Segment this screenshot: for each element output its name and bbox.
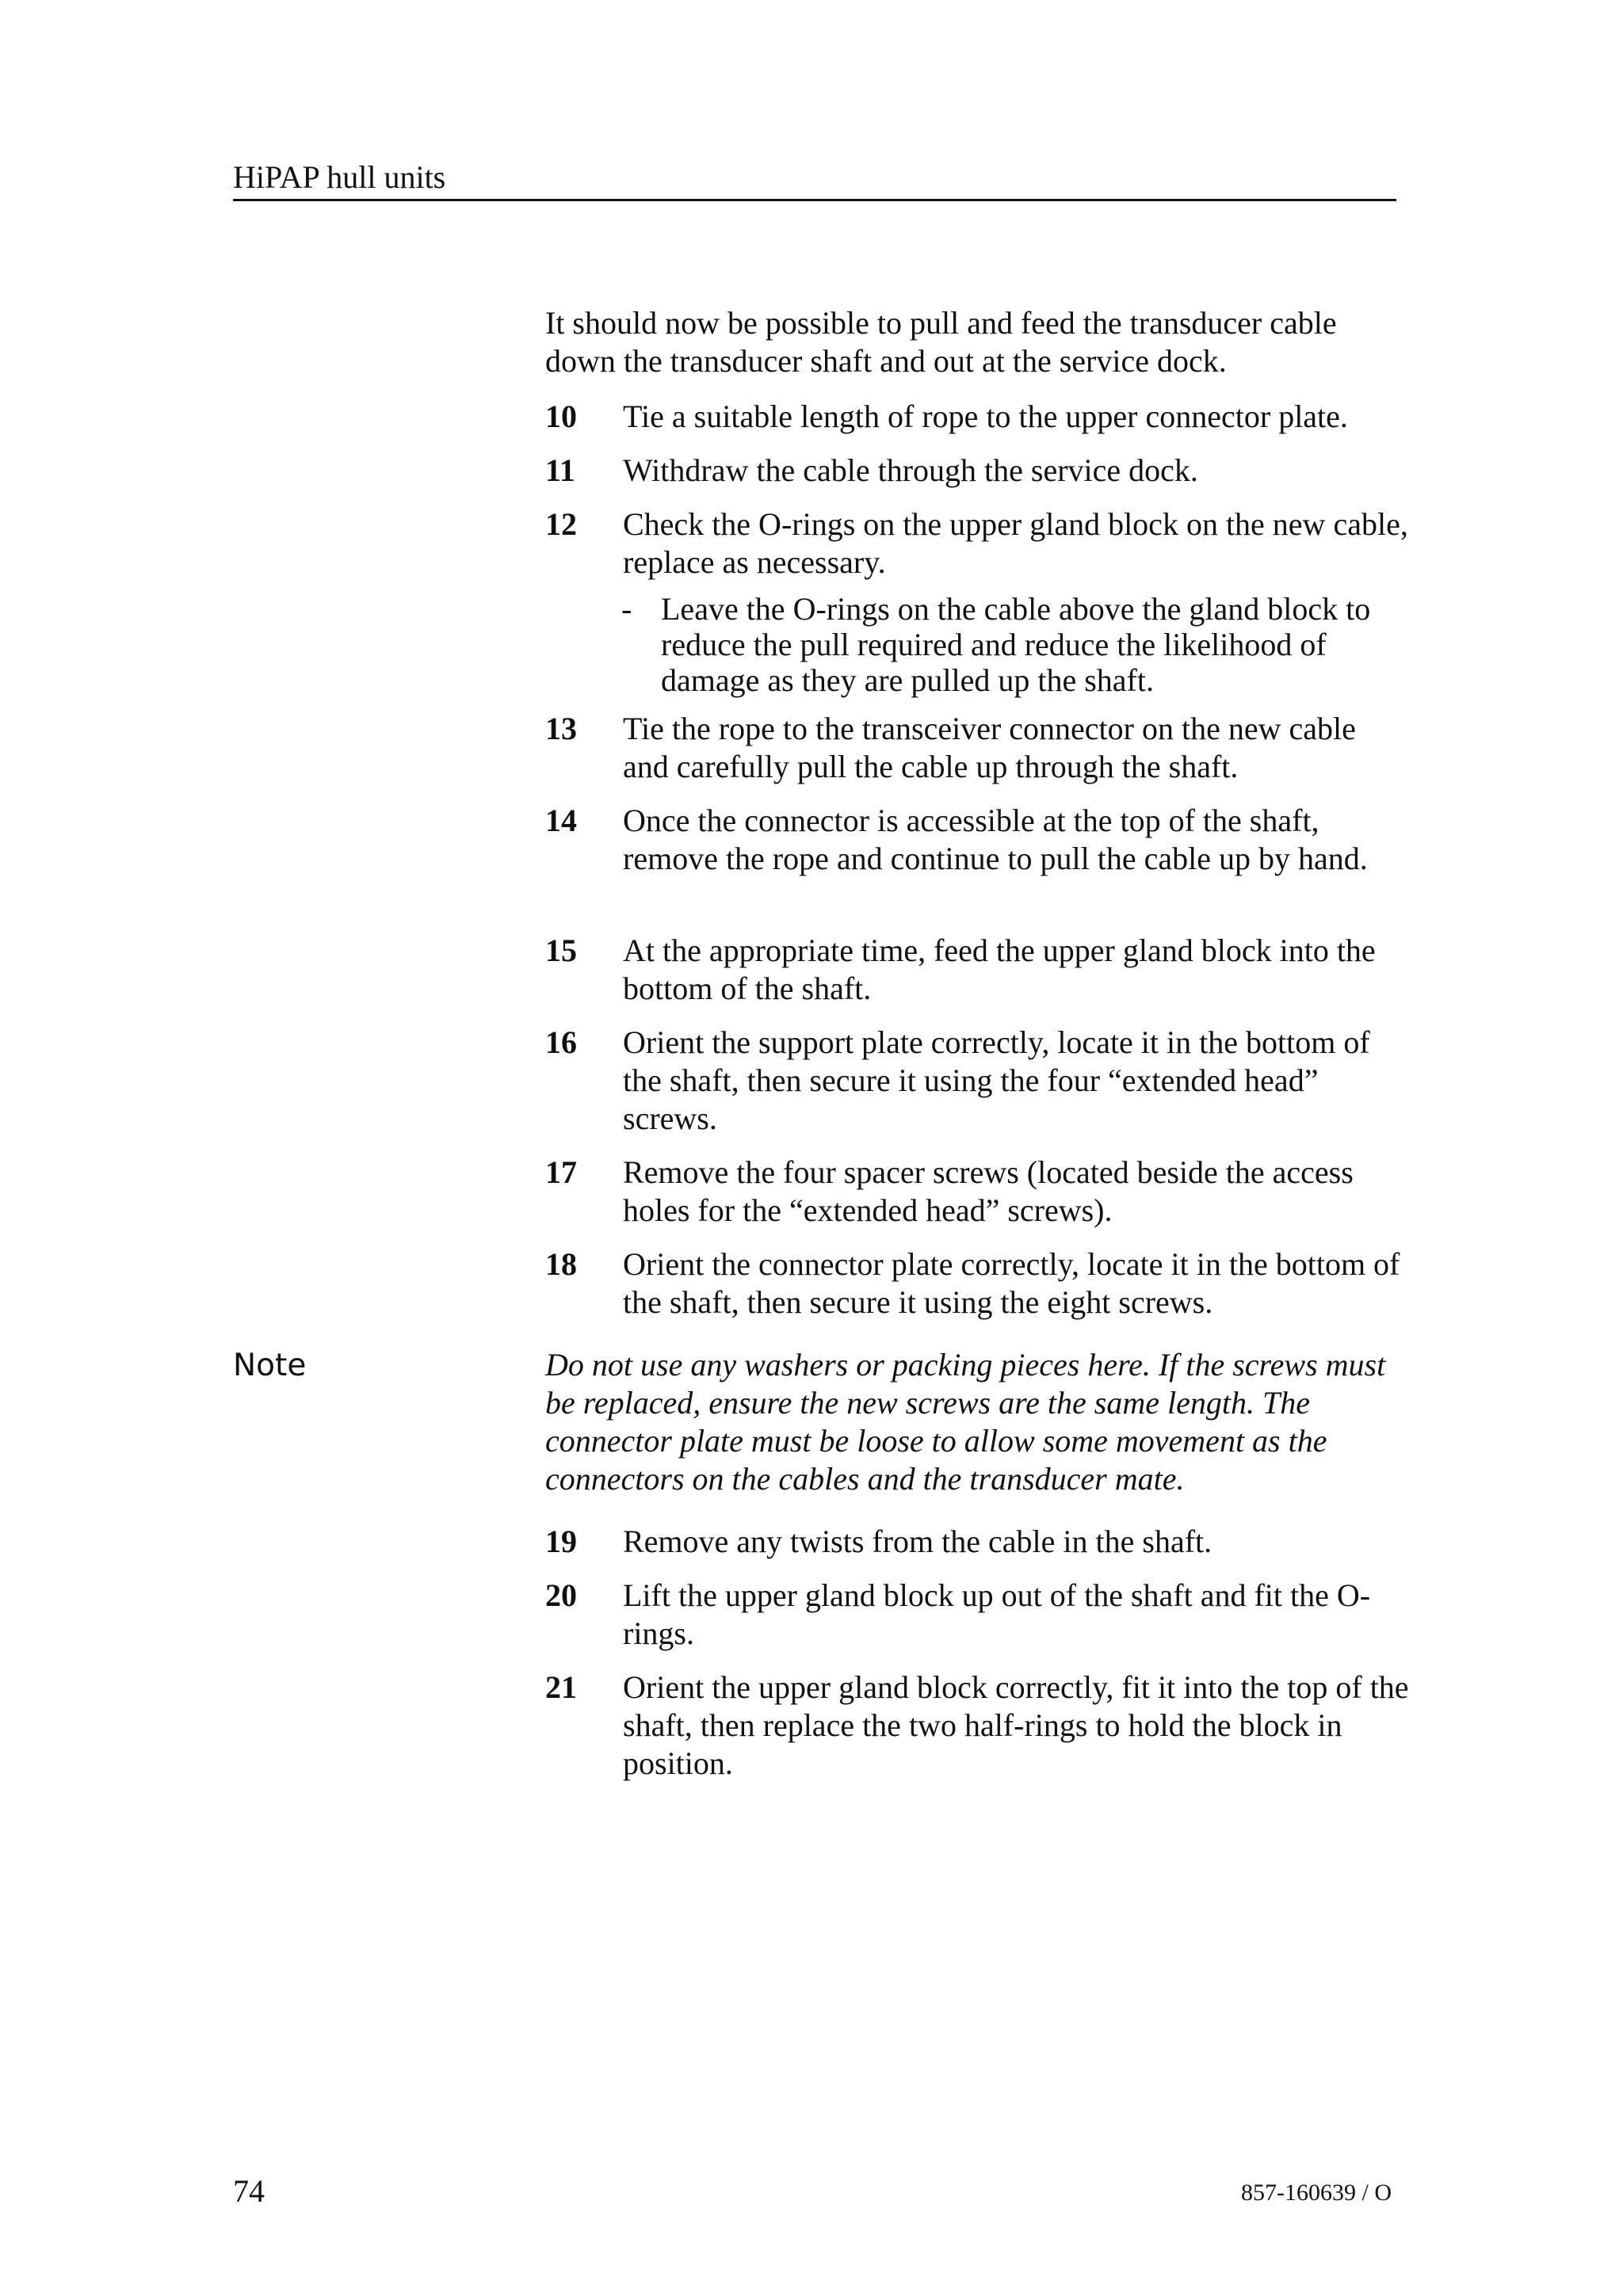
bullet-dash: - [621, 591, 632, 627]
step-text: Once the connector is accessible at the top of the shaft, remove the rope and continue to pull the cable up by hand. [623, 803, 1368, 876]
step-text: Remove any twists from the cable in the shaft. [623, 1524, 1212, 1559]
step-number: 12 [545, 506, 577, 542]
step-number: 17 [545, 1154, 577, 1190]
step-number: 19 [545, 1524, 577, 1559]
step-number: 13 [545, 711, 577, 746]
bullet-text: Leave the O-rings on the cable above the gland block to reduce the pull required and reduce the likelihood of damage as they are pulled up the shaft. [661, 591, 1371, 698]
step-text: Tie the rope to the transceiver connector on the new cable and carefully pull the cable up through the shaft. [623, 711, 1356, 784]
step-text: At the appropriate time, feed the upper gland block into the bottom of the shaft. [623, 933, 1376, 1006]
step-text: Tie a suitable length of rope to the upper connector plate. [623, 399, 1348, 434]
step-text: Withdraw the cable through the service dock. [623, 452, 1198, 488]
step-text: Orient the connector plate correctly, locate it in the bottom of the shaft, then secure it using the eight screws. [623, 1246, 1400, 1320]
step-text: Check the O-rings on the upper gland block on the new cable, replace as necessary. [623, 506, 1408, 580]
page-number: 74 [233, 2173, 265, 2209]
step-number: 15 [545, 933, 577, 968]
step-text: Orient the support plate correctly, locate it in the bottom of the shaft, then secure it using the four “extended head” screws. [623, 1024, 1370, 1136]
note-label: Note [233, 1348, 307, 1383]
step-number: 14 [545, 803, 577, 838]
intro-paragraph: It should now be possible to pull and feed the transducer cable down the transducer shaft and out at the service dock. [545, 305, 1337, 379]
step-text: Lift the upper gland block up out of the shaft and fit the O-rings. [623, 1577, 1371, 1651]
step-text: Remove the four spacer screws (located beside the access holes for the “extended head” screws). [623, 1154, 1354, 1228]
step-number: 18 [545, 1246, 577, 1282]
step-number: 21 [545, 1669, 577, 1705]
document-number: 857-160639 / O [1241, 2180, 1392, 2206]
step-number: 10 [545, 399, 577, 434]
step-number: 16 [545, 1024, 577, 1060]
note-text: Do not use any washers or packing pieces here. If the screws must be replaced, ensure the new screws are the same length. The connector plate must be loose to allow some movement as the connectors on the cables and the transducer mate. [545, 1347, 1386, 1497]
step-text: Orient the upper gland block correctly, fit it into the top of the shaft, then replace the two half-rings to hold the block in position. [623, 1669, 1409, 1781]
running-header: HiPAP hull units [233, 159, 446, 195]
header-rule [233, 199, 1396, 201]
step-number: 20 [545, 1577, 577, 1613]
step-number: 11 [545, 452, 575, 488]
